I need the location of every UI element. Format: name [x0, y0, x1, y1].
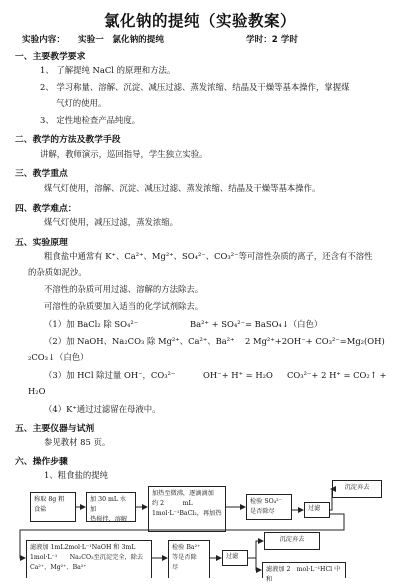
principle-line-3: 不溶性的杂质可用过滤、溶解的方法除去。	[44, 284, 204, 294]
requirement-2: 2、 学习称量、溶解、沉淀、减压过滤、蒸发浓缩、结晶及干燥等基本操作，掌握煤	[40, 82, 350, 92]
flow-discard-2: 沉淀弃去	[264, 532, 320, 550]
instruments-text: 参见教材 85 页。	[44, 437, 111, 447]
reaction-3-equation-1: OH⁻+ H⁺ = H₂O	[203, 370, 273, 380]
methods-text: 讲解，教师演示，巡回指导，学生独立实验。	[40, 149, 208, 159]
flow-add-naoh-line: 滤液加 1mL2mol·L⁻¹NaOH 和 3mL	[30, 544, 136, 551]
principle-line-2: 的杂质如泥沙。	[28, 267, 87, 277]
flow-add-naoh-line: 1mol·L⁻¹ Na₂CO₃至沉淀完全，除去	[30, 554, 144, 561]
reaction-1-equation: Ba²⁺ + SO₄²⁻= BaSO₄↓（白色）	[190, 319, 323, 329]
focus-text: 煤气灯使用，溶解、沉淀、减压过滤、蒸发浓缩、结晶及干燥等基本操作。	[44, 183, 321, 193]
reaction-3-equation-cont: H₂O	[28, 386, 46, 396]
heading-methods: 二、教学的方法及教学手段	[15, 135, 121, 145]
reaction-1-text: （1）加 BaCl₂ 除 SO₄²⁻	[44, 319, 139, 329]
requirement-2-cont: 气灯的使用。	[56, 98, 107, 108]
heading-difficulty: 四、教学难点：	[15, 204, 77, 214]
arrow	[20, 514, 344, 558]
hours: 学时：2 学时	[246, 35, 298, 45]
flow-weigh-salt-line: 食盐	[34, 506, 47, 513]
heading-focus: 三、教学重点	[15, 169, 68, 179]
flow-add-bacl2-line: 约 2 mL	[152, 500, 193, 507]
flow-check-barium-line: 尽	[172, 564, 179, 571]
flow-check-barium-line: 检验 Ba²⁺	[172, 544, 201, 551]
reaction-3-equation-2: CO₃²⁻+ 2 H⁺ = CO₂↑ +	[287, 370, 387, 380]
content-value: 实验一 氯化钠的提纯	[78, 35, 164, 45]
flow-weigh-salt-line: 称取 8g 粗	[34, 496, 65, 503]
flow-check-sulfate-line: 检验 SO₄²⁻	[250, 498, 282, 505]
arrow	[248, 541, 263, 558]
content-label: 实验内容：	[22, 35, 65, 45]
flow-add-bacl2-line: 加热至微沸，逐滴滴加	[152, 490, 214, 497]
flow-add-hcl-line: 滤液加 2 mol·L⁻¹HCl 中和	[266, 566, 341, 583]
heading-instruments: 五、主要仪器与试剂	[15, 424, 95, 434]
flow-filter-2: 过滤	[222, 550, 248, 566]
heading-principle: 五、实验原理	[15, 238, 68, 248]
requirement-1: 1、 了解提纯 NaCl 的原理和方法。	[40, 65, 176, 75]
page-title: 氯化钠的提纯（实验教案）	[103, 12, 296, 30]
difficulty-text: 煤气灯使用，减压过滤，蒸发浓缩。	[44, 217, 178, 227]
reaction-2-text: （2）加 NaOH、Na₂CO₃ 除 Mg²⁺、Ca²⁺、Ba²⁺	[44, 336, 235, 346]
heading-requirements: 一、主要教学要求	[15, 52, 86, 62]
flow-add-naoh-line: Ca²⁺、Mg²⁺、Ba²⁺	[30, 564, 87, 571]
flow-add-bacl2-line: 1mol·L⁻¹BaCl₂，再加热	[152, 510, 222, 517]
flow-check-barium-line: 等是否除	[172, 554, 197, 561]
flow-discard-1: 沉淀弃去	[332, 480, 382, 498]
flow-check-sulfate-line: 是否除尽	[250, 508, 275, 515]
reaction-2-equation-cont: ₂CO₃↓（白色）	[28, 352, 89, 362]
heading-steps: 六、操作步骤	[15, 457, 68, 467]
flow-dissolve-line: 加 30 mL 水加	[90, 496, 127, 513]
reaction-3-text: （3）加 HCl 除过量 OH⁻，CO₃²⁻	[44, 370, 176, 380]
flow-dissolve-line: 热搅拌，溶解	[90, 516, 128, 523]
principle-line-1: 粗食盐中通常有 K⁺、Ca²⁺、Mg²⁺、SO₄²⁻、CO₃²⁻等可溶性杂质的离子，还含有不溶性	[44, 251, 373, 261]
principle-line-4: 可溶性的杂质要加入适当的化学试剂除去。	[44, 301, 204, 311]
reaction-2-equation: 2 Mg²⁺+2OH⁻+ CO₃²⁻=Mg₂(OH)	[245, 336, 385, 346]
flow-filter-1: 过滤	[304, 502, 330, 518]
arrow	[256, 558, 261, 570]
requirement-3: 3、 定性地检查产品纯度。	[40, 115, 141, 125]
arrow	[330, 489, 332, 510]
steps-sub: 1、粗食盐的提纯	[44, 470, 108, 480]
reaction-4-text: （4）K⁺通过过滤留在母液中。	[44, 404, 161, 414]
